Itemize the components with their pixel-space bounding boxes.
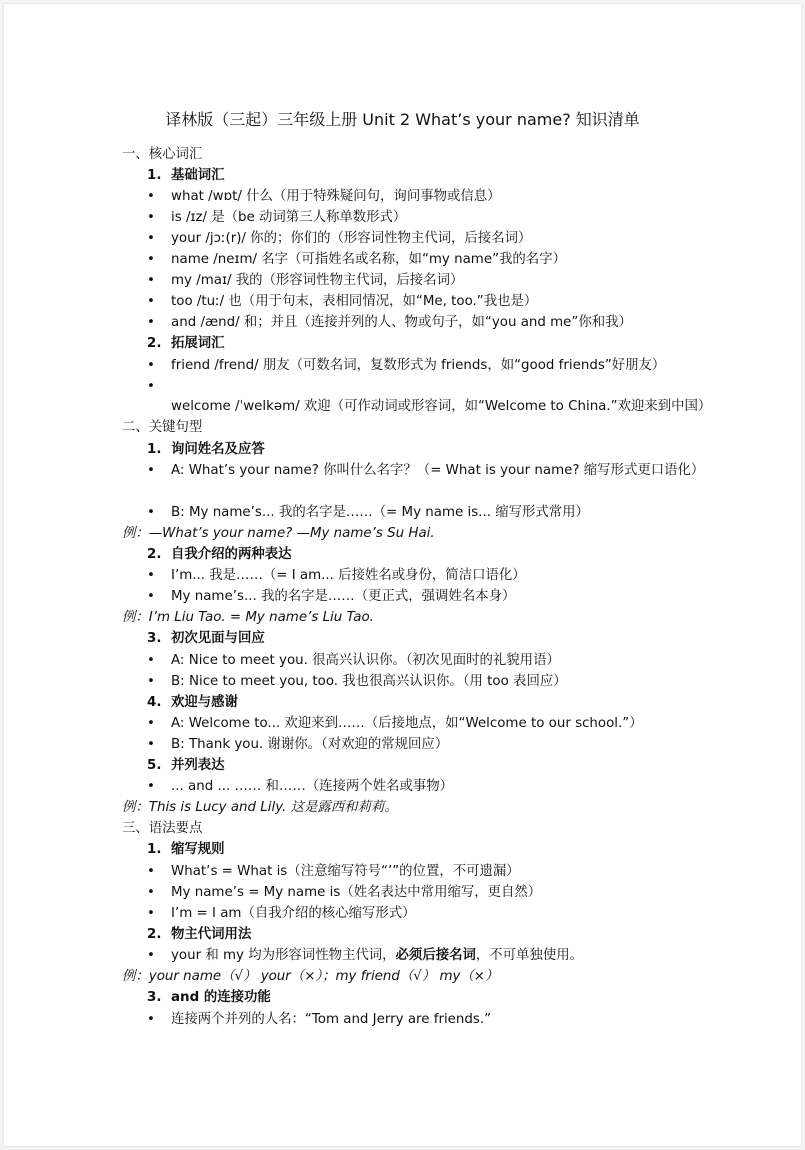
bullet-icon: • bbox=[147, 716, 155, 731]
subsection-heading: 2. 拓展词汇 bbox=[147, 336, 225, 351]
bullet-icon: • bbox=[147, 358, 155, 373]
list-item: • what /wɒt/ 什么（用于特殊疑问句，询问事物或信息） bbox=[147, 187, 501, 207]
subsection-heading: 3. 初次见面与回应 bbox=[147, 631, 265, 646]
list-item: • A: Nice to meet you. 很高兴认识你。（初次见面时的礼貌用语） bbox=[147, 651, 560, 671]
list-item: • B: Thank you. 谢谢你。（对欢迎的常规回应） bbox=[147, 735, 448, 755]
list-item: • A: Welcome to... 欢迎来到……（后接地点，如“Welcome to our school.”） bbox=[147, 714, 643, 734]
section-heading: 三、语法要点 bbox=[122, 821, 203, 836]
list-item: •welcome /ˈwelkəm/ 欢迎（可作动词或形容词，如“Welcome to China.”欢迎来到中国） bbox=[147, 379, 712, 414]
example-line: 例：your name（√） your（×）；my friend（√） my（×） bbox=[122, 969, 499, 984]
list-item: • My name’s... 我的名字是……（更正式，强调姓名本身） bbox=[147, 587, 515, 607]
list-item: • What’s = What is（注意缩写符号“’”的位置，不可遗漏） bbox=[147, 862, 520, 882]
bullet-icon: • bbox=[147, 948, 155, 963]
bullet-icon: • bbox=[147, 885, 155, 900]
example-line: 例：I’m Liu Tao. = My name’s Liu Tao. bbox=[122, 610, 374, 625]
list-item: • I’m... 我是……（= I am... 后接姓名或身份，简洁口语化） bbox=[147, 566, 526, 586]
list-item: • my /maɪ/ 我的（形容词性物主代词，后接名词） bbox=[147, 271, 463, 291]
bullet-icon: • bbox=[147, 653, 155, 668]
bullet-icon: • bbox=[147, 568, 155, 583]
list-item: • is /ɪz/ 是（be 动词第三人称单数形式） bbox=[147, 208, 406, 228]
list-item: • and /ænd/ 和；并且（连接并列的人、物或句子，如“you and me”你和我） bbox=[147, 313, 632, 333]
list-item: • B: Nice to meet you, too. 我也很高兴认识你。（用 too 表回应） bbox=[147, 672, 567, 692]
bullet-icon: • bbox=[147, 737, 155, 752]
bullet-icon: • bbox=[147, 273, 155, 288]
list-item: • B: My name’s... 我的名字是……（= My name is... 缩写形式常用） bbox=[147, 503, 589, 523]
list-item: • friend /frend/ 朋友（可数名词，复数形式为 friends，如“good friends”好朋友） bbox=[147, 356, 665, 376]
subsection-heading: 1. 询问姓名及应答 bbox=[147, 442, 265, 457]
bullet-icon: • bbox=[147, 379, 155, 394]
section-heading: 一、核心词汇 bbox=[122, 147, 203, 162]
bullet-icon: • bbox=[147, 231, 155, 246]
subsection-heading: 2. 自我介绍的两种表达 bbox=[147, 547, 292, 562]
list-item: • ... and ... …… 和……（连接两个姓名或事物） bbox=[147, 777, 453, 797]
bullet-icon: • bbox=[147, 294, 155, 309]
bullet-icon: • bbox=[147, 189, 155, 204]
list-item: • your /jɔː(r)/ 你的；你们的（形容词性物主代词，后接名词） bbox=[147, 229, 531, 249]
bullet-icon: • bbox=[147, 210, 155, 225]
bullet-icon: • bbox=[147, 505, 155, 520]
list-item: • name /neɪm/ 名字（可指姓名或名称，如“my name”我的名字） bbox=[147, 250, 566, 270]
list-item: • your 和 my 均为形容词性物主代词，必须后接名词，不可单独使用。 bbox=[147, 946, 583, 966]
bullet-icon: • bbox=[147, 906, 155, 921]
bullet-icon: • bbox=[147, 674, 155, 689]
bullet-icon: • bbox=[147, 864, 155, 879]
list-item: • My name’s = My name is（姓名表达中常用缩写，更自然） bbox=[147, 883, 541, 903]
example-line: 例：—What’s your name? —My name’s Su Hai. bbox=[122, 526, 435, 541]
subsection-heading: 5. 并列表达 bbox=[147, 758, 225, 773]
bullet-icon: • bbox=[147, 1012, 155, 1027]
bullet-icon: • bbox=[147, 252, 155, 267]
subsection-heading: 4. 欢迎与感谢 bbox=[147, 695, 238, 710]
bullet-icon: • bbox=[147, 463, 155, 478]
example-line: 例：This is Lucy and Lily. 这是露西和莉莉。 bbox=[122, 800, 398, 815]
list-item: • I’m = I am（自我介绍的核心缩写形式） bbox=[147, 904, 416, 924]
subsection-heading: 2. 物主代词用法 bbox=[147, 927, 252, 942]
subsection-heading: 1. 基础词汇 bbox=[147, 168, 225, 183]
subsection-heading: 3. and 的连接功能 bbox=[147, 990, 271, 1005]
page-title: 译林版（三起）三年级上册 Unit 2 What’s your name? 知识清单 bbox=[165, 110, 640, 129]
bullet-icon: • bbox=[147, 779, 155, 794]
list-item: • too /tuː/ 也（用于句末，表相同情况，如“Me, too.”我也是） bbox=[147, 292, 537, 312]
section-heading: 二、关键句型 bbox=[122, 420, 203, 435]
list-item: • 连接两个并列的人名：“Tom and Jerry are friends.” bbox=[147, 1010, 491, 1030]
bullet-icon: • bbox=[147, 315, 155, 330]
bullet-icon: • bbox=[147, 589, 155, 604]
subsection-heading: 1. 缩写规则 bbox=[147, 842, 225, 857]
list-item: • A: What’s your name? 你叫什么名字？（= What is your name? 缩写形式更口语化） bbox=[147, 461, 711, 481]
